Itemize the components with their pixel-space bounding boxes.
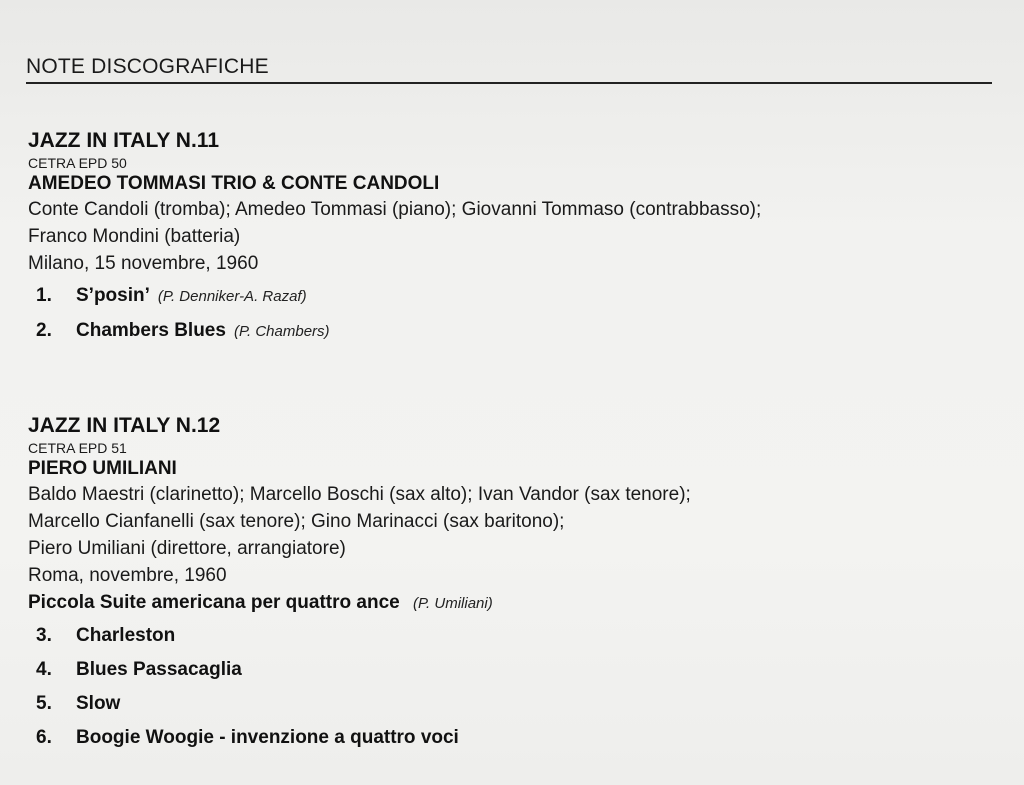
track-item — [28, 687, 691, 721]
catalog-number: CETRA EPD 51 — [28, 440, 127, 456]
track-list — [28, 619, 691, 755]
record-entry-1 — [28, 128, 761, 349]
personnel-line: Piero Umiliani (direttore, arrangiatore) — [28, 538, 346, 559]
recording-place-date: Roma, novembre, 1960 — [28, 565, 227, 586]
track-number: 2. — [36, 320, 52, 341]
suite-title: Piccola Suite americana per quattro ance — [28, 592, 400, 613]
track-item — [28, 314, 761, 349]
track-credit: (P. Chambers) — [233, 323, 330, 340]
track-credit: (P. Denniker-A. Razaf) — [157, 288, 307, 305]
personnel-line: Marcello Cianfanelli (sax tenore); Gino Marinacci (sax baritono); — [28, 511, 565, 532]
suite-credit: (P. Umiliani) — [412, 595, 493, 612]
track-title: Chambers Blues — [76, 320, 226, 341]
record-entry-2 — [28, 413, 691, 755]
page-title: NOTE DISCOGRAFICHE — [26, 55, 269, 78]
track-title: Charleston — [76, 625, 176, 646]
artist-name: AMEDEO TOMMASI TRIO & CONTE CANDOLI — [28, 173, 440, 194]
track-item — [28, 619, 691, 653]
track-number: 3. — [36, 625, 52, 646]
track-item — [28, 653, 691, 687]
track-list — [28, 279, 761, 349]
track-number: 1. — [36, 285, 52, 306]
series-title: JAZZ IN ITALY N.11 — [28, 129, 219, 152]
personnel-line: Franco Mondini (batteria) — [28, 226, 241, 247]
track-number: 5. — [36, 693, 52, 714]
track-title: S’posin’ — [76, 285, 150, 306]
header-divider — [26, 82, 992, 84]
suite-heading — [28, 589, 691, 617]
recording-place-date: Milano, 15 novembre, 1960 — [28, 253, 259, 274]
track-item — [28, 279, 761, 314]
series-title: JAZZ IN ITALY N.12 — [28, 414, 221, 437]
track-title: Blues Passacaglia — [76, 659, 242, 680]
track-title: Slow — [76, 693, 121, 714]
personnel-line: Baldo Maestri (clarinetto); Marcello Boschi (sax alto); Ivan Vandor (sax tenore); — [28, 484, 691, 505]
track-item — [28, 721, 691, 755]
personnel-line: Conte Candoli (tromba); Amedeo Tommasi (piano); Giovanni Tommaso (contrabbasso); — [28, 199, 762, 220]
catalog-number: CETRA EPD 50 — [28, 155, 127, 171]
track-number: 4. — [36, 659, 52, 680]
artist-name: PIERO UMILIANI — [28, 458, 177, 479]
track-number: 6. — [36, 727, 52, 748]
track-title: Boogie Woogie - invenzione a quattro voci — [76, 727, 459, 748]
